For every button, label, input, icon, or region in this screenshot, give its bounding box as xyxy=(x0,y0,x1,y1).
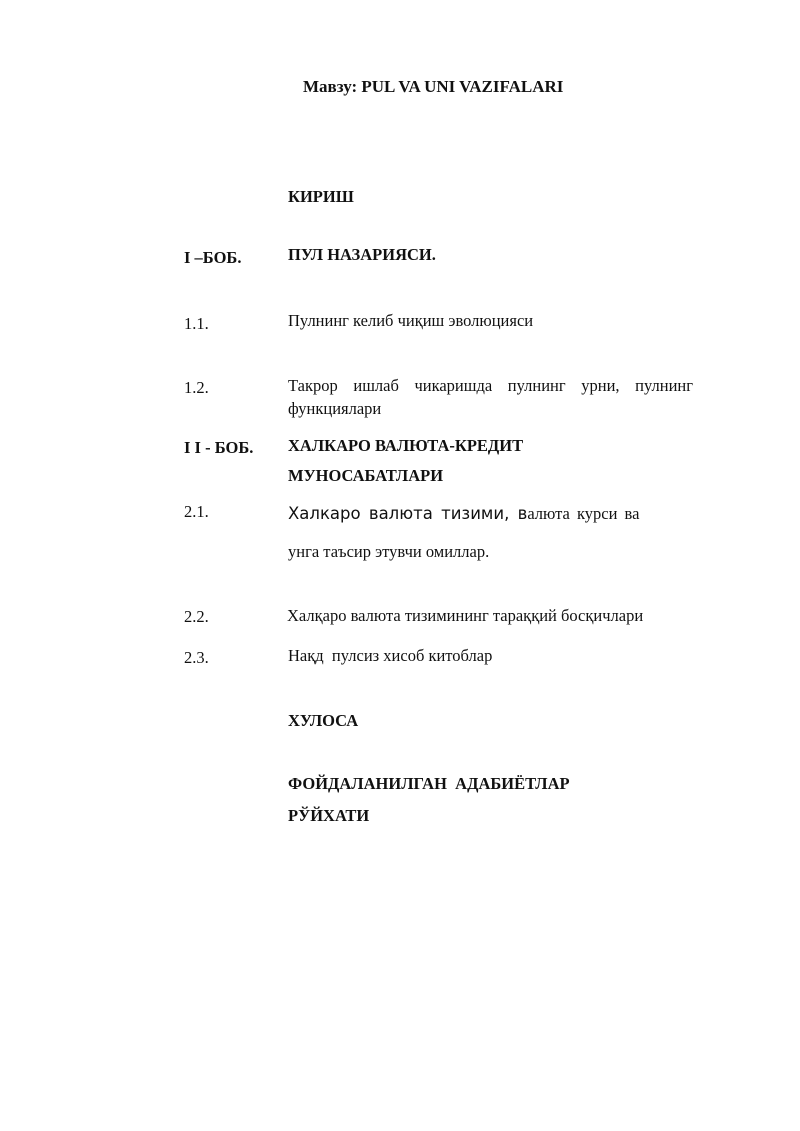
chapter1-number: I –БОБ. xyxy=(184,248,242,267)
section-2-1-title-serif-part: алюта курси ва xyxy=(527,504,640,523)
section-2-1-title-line2: унга таъсир этувчи омиллар. xyxy=(288,542,490,561)
chapter2-number: I I - БОБ. xyxy=(184,438,254,457)
references-heading-line2: РЎЙХАТИ xyxy=(288,806,370,825)
section-2-3-title: Нақд пулсиз хисоб китоблар xyxy=(288,646,493,665)
section-2-3-number: 2.3. xyxy=(184,648,209,667)
references-heading-line1: ФОЙДАЛАНИЛГАН АДАБИЁТЛАР xyxy=(288,774,570,793)
document-title: Мавзу: PUL VA UNI VAZIFALARI xyxy=(303,77,564,96)
chapter2-title-line2: МУНОСАБАТЛАРИ xyxy=(288,466,444,485)
intro-heading: КИРИШ xyxy=(288,187,354,206)
section-1-1-number: 1.1. xyxy=(184,314,209,333)
conclusion-heading: ХУЛОСА xyxy=(288,711,359,730)
section-2-2-number: 2.2. xyxy=(184,607,209,626)
section-2-1-title-sans-part: Халкаро валюта тизими, в xyxy=(288,504,528,523)
section-2-2-title: Халқаро валюта тизимининг тараққий босқичлари xyxy=(287,606,644,625)
chapter1-title: ПУЛ НАЗАРИЯСИ. xyxy=(288,245,436,264)
section-2-1-title-line1 xyxy=(288,504,639,524)
section-2-1-number: 2.1. xyxy=(184,502,209,521)
section-1-2-number: 1.2. xyxy=(184,378,209,397)
chapter2-title-line1: ХАЛКАРО ВАЛЮТА-КРЕДИТ xyxy=(288,436,524,455)
section-1-2-title: Такрор ишлаб чикаришда пулнинг урни, пулнинг функциялари xyxy=(288,376,693,418)
section-1-1-title: Пулнинг келиб чиқиш эволюцияси xyxy=(288,311,534,330)
